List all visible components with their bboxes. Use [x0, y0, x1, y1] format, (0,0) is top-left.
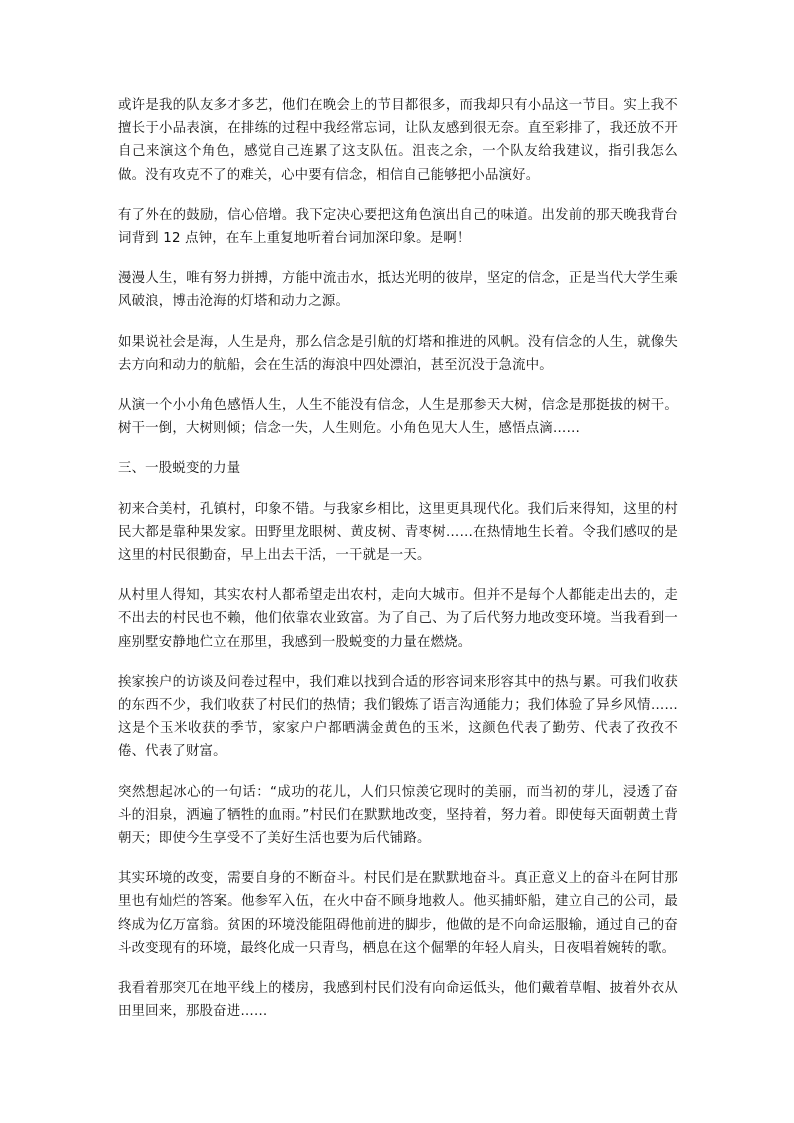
paragraph-buildings: 我看着那突兀在地平线上的楼房，我感到村民们没有向命运低头，他们戴着草帽、披着外衣从田里回来，那股奋进……: [118, 981, 678, 1020]
paragraph-life-struggle: 漫漫人生，唯有努力拼搏，方能中流击水，抵达光明的彼岸，坚定的信念，正是当代大学生乘风破浪，博击沧海的灯塔和动力之源。: [118, 271, 678, 310]
paragraph-environment-change: 其实环境的改变，需要自身的不断奋斗。村民们是在默默地奋斗。真正意义上的奋斗在阿甘那里也有灿烂的答案。他参军入伍，在火中奋不顾身地救人。他买捕虾船，建立自己的公司，最终成为亿万富翁。贫困的环境没能阻碍他前进的脚步，他做的是不向命运服输，通过自己的奋斗改变现有的环境，最终化成一只青鸟，栖息在这个倔犟的年轻人肩头，日夜唱着婉转的歌。: [118, 871, 678, 956]
paragraph-village-impression: 初来合美村，孔镇村，印象不错。与我家乡相比，这里更具现代化。我们后来得知，这里的村民大都是靠种果发家。田野里龙眼树、黄皮树、青枣树……在热情地生长着。令我们感叹的是这里的村民很勤奋，早上出去干活，一干就是一天。: [118, 501, 678, 564]
paragraph-bingxin-quote: 突然想起冰心的一句话：“成功的花儿，人们只惊羡它现时的美丽，而当初的芽儿，浸透了奋斗的泪泉，洒遍了牺牲的血雨。”村民们在默默地改变，坚持着，努力着。即使每天面朝黄土背朝天；即使今生享受不了美好生活也要为后代铺路。: [118, 784, 678, 847]
paragraph-small-role: 从演一个小小角色感悟人生，人生不能没有信念，人生是那参天大树，信念是那挺拔的树干。树干一倒，大树则倾；信念一失，人生则危。小角色见大人生，感悟点滴……: [118, 398, 678, 437]
document-page: [118, 94, 678, 1041]
section-heading: 三、一股蜕变的力量: [118, 461, 241, 477]
paragraph-society-sea: 如果说社会是海，人生是舟，那么信念是引航的灯塔和推进的风帆。没有信念的人生，就像失去方向和动力的航船，会在生活的海浪中四处漂泊，甚至沉没于急流中。: [118, 334, 678, 373]
paragraph-villagers-learned: 从村里人得知，其实农村人都希望走出农村，走向大城市。但并不是每个人都能走出去的，走不出去的村民也不赖，他们依靠农业致富。为了自己、为了后代努力地改变环境。当我看到一座别墅安静地伫立在那里，我感到一股蜕变的力量在燃烧。: [118, 588, 678, 650]
paragraph-encouragement: 有了外在的鼓励，信心倍增。我下定决心要把这角色演出自己的味道。出发前的那天晚我背台词背到 12 点钟，在车上重复地听着台词加深印象。是啊！: [118, 207, 678, 247]
paragraph-interviews: 挨家挨户的访谈及问卷过程中，我们难以找到合适的形容词来形容其中的热与累。可我们收获的东西不少，我们收获了村民们的热情；我们锻炼了语言沟通能力；我们体验了异乡风情……这是个玉米收获的季节，家家户户都晒满金黄色的玉米，这颜色代表了勤劳、代表了孜孜不倦、代表了财富。: [118, 674, 678, 760]
paragraph-teammates-skits: 或许是我的队友多才多艺，他们在晚会上的节目都很多，而我却只有小品这一节目。实上我不擅长于小品表演，在排练的过程中我经常忘词，让队友感到很无奈。直至彩排了，我还放不开自己来演这个角色，感觉自己连累了这支队伍。沮丧之余，一个队友给我建议，指引我怎么做。没有攻克不了的难关，心中要有信念，相信自己能够把小品演好。: [118, 98, 678, 183]
